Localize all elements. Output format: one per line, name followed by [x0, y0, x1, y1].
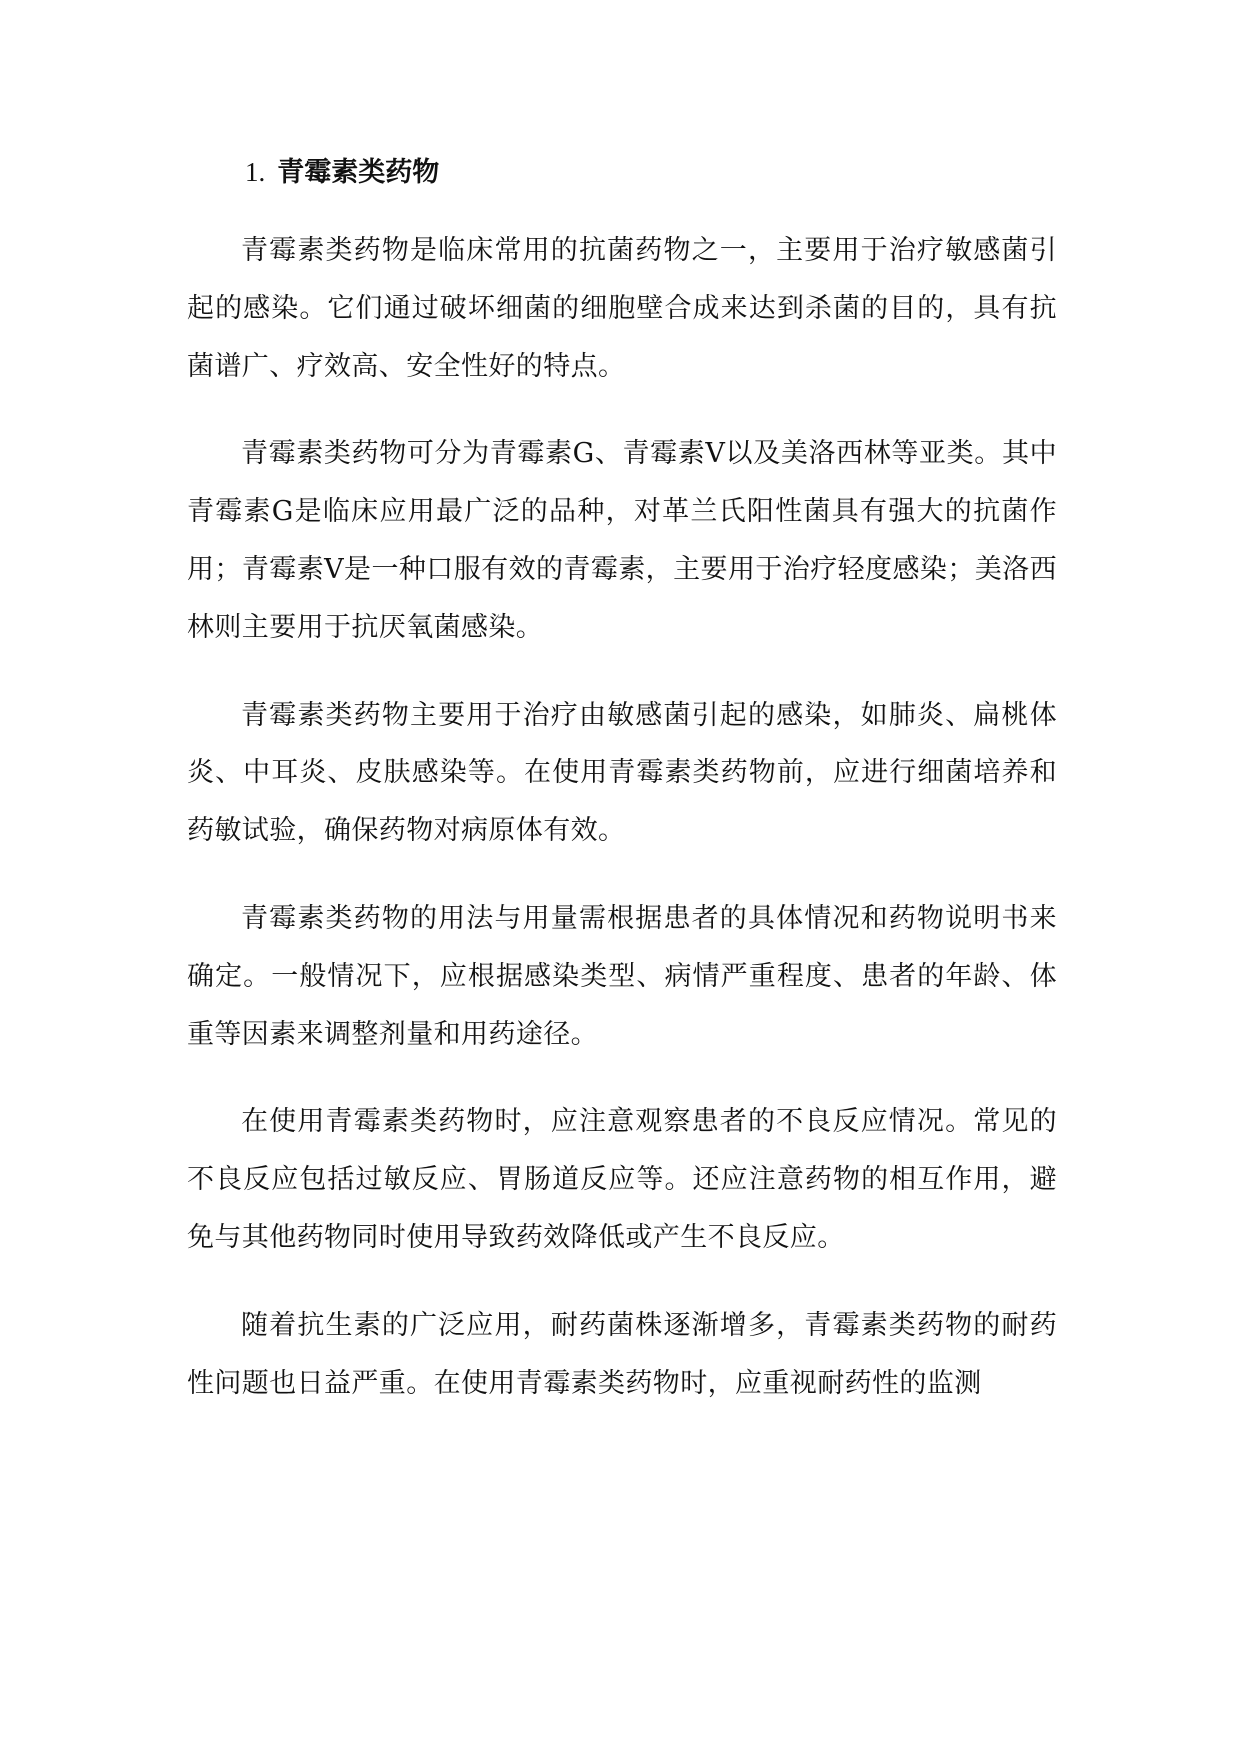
section-heading — [245, 150, 1057, 194]
section-number: 1. — [245, 157, 266, 187]
paragraph-resistance: 随着抗生素的广泛应用，耐药菌株逐渐增多，青霉素类药物的耐药性问题也日益严重。在使用青霉素类药物时，应重视耐药性的监测 — [187, 1309, 1057, 1399]
document-body — [187, 150, 1057, 1412]
paragraph-indications: 青霉素类药物主要用于治疗由敏感菌引起的感染，如肺炎、扁桃体炎、中耳炎、皮肤感染等。在使用青霉素类药物前，应进行细菌培养和药敏试验，确保药物对病原体有效。 — [187, 699, 1057, 847]
paragraph-overview: 青霉素类药物是临床常用的抗菌药物之一，主要用于治疗敏感菌引起的感染。它们通过破坏细菌的细胞壁合成来达到杀菌的目的，具有抗菌谱广、疗效高、安全性好的特点。 — [187, 235, 1057, 382]
section-title: 青霉素类药物 — [277, 157, 440, 188]
paragraph-spacer — [187, 395, 1057, 425]
paragraph-spacer — [187, 1063, 1057, 1093]
paragraph-subtypes: 青霉素类药物可分为青霉素G、青霉素V以及美洛西林等亚类。其中青霉素G是临床应用最广泛的品种，对革兰氏阳性菌具有强大的抗菌作用；青霉素V是一种口服有效的青霉素，主要用于治疗轻度感染；美洛西林则主要用于抗厌氧菌感染。 — [187, 438, 1057, 643]
paragraph-spacer — [187, 860, 1057, 890]
paragraph-spacer — [187, 657, 1057, 687]
paragraph-spacer — [187, 1267, 1057, 1297]
paragraph-adverse-reactions: 在使用青霉素类药物时，应注意观察患者的不良反应情况。常见的不良反应包括过敏反应、胃肠道反应等。还应注意药物的相互作用，避免与其他药物同时使用导致药效降低或产生不良反应。 — [187, 1106, 1057, 1253]
paragraph-dosage: 青霉素类药物的用法与用量需根据患者的具体情况和药物说明书来确定。一般情况下，应根据感染类型、病情严重程度、患者的年龄、体重等因素来调整剂量和用药途径。 — [187, 902, 1057, 1050]
